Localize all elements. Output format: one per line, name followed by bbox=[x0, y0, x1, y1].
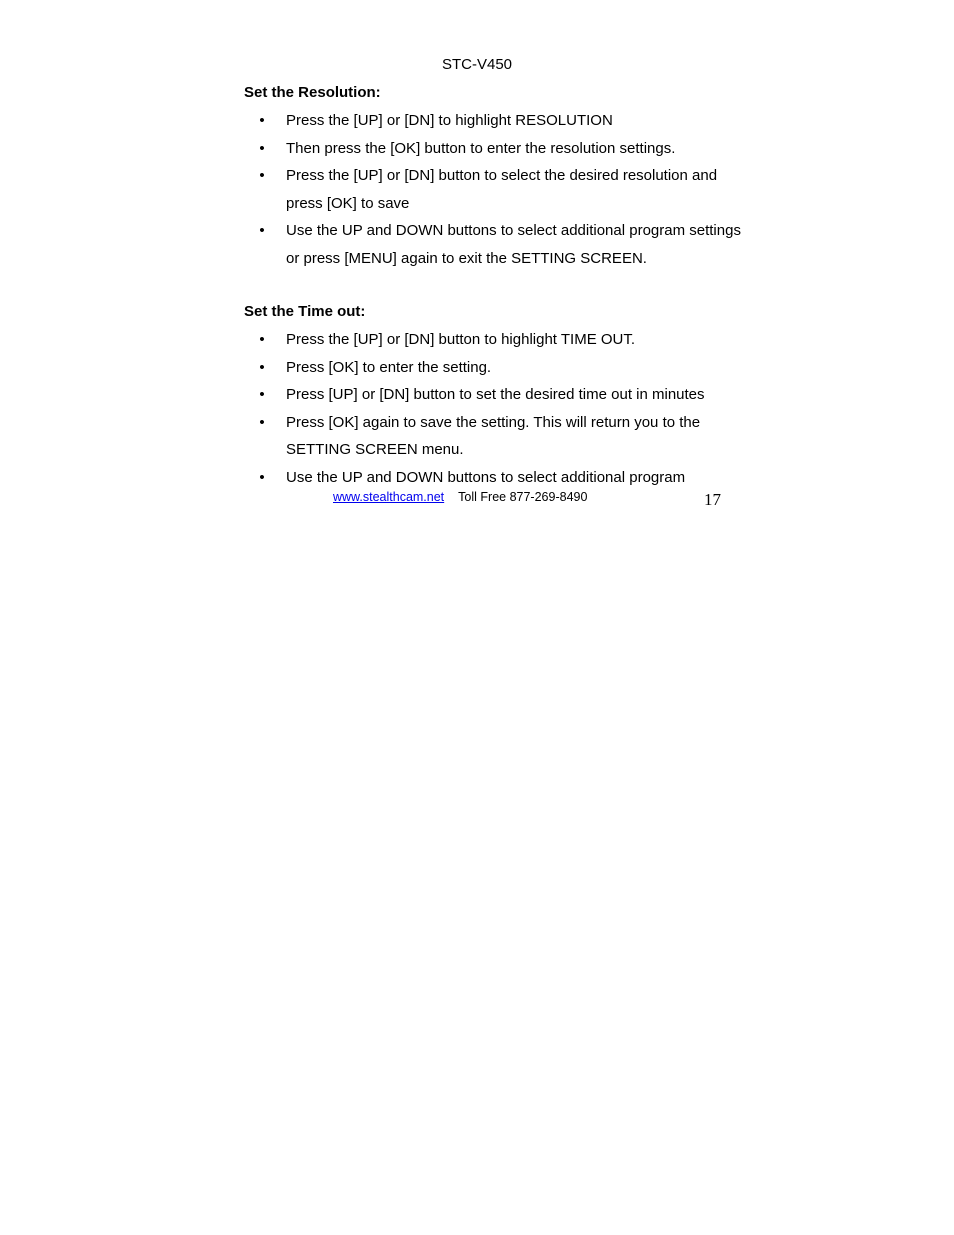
list-item: • Press [OK] to enter the setting. bbox=[244, 354, 744, 382]
page-footer bbox=[333, 490, 587, 505]
bullet-icon: • bbox=[259, 112, 265, 129]
section-title-resolution: Set the Resolution: bbox=[244, 84, 381, 101]
list-item: • Press the [UP] or [DN] button to select the desired resolution and press [OK] to save bbox=[244, 162, 744, 217]
bullet-icon: • bbox=[259, 358, 265, 376]
website-link[interactable]: www.stealthcam.net bbox=[333, 490, 445, 504]
bullet-icon: • bbox=[259, 222, 265, 239]
bullet-icon: • bbox=[259, 139, 265, 157]
resolution-steps-list bbox=[244, 107, 744, 272]
list-item: • Use the UP and DOWN buttons to select additional program settings or press [MENU] again to exit the SETTING SCREEN. bbox=[244, 217, 744, 272]
document-header: STC-V450 bbox=[441, 56, 513, 73]
list-item: • Use the UP and DOWN buttons to select additional program bbox=[244, 464, 744, 492]
bullet-icon: • bbox=[259, 386, 265, 403]
bullet-icon: • bbox=[259, 468, 265, 486]
list-item: • Press [UP] or [DN] button to set the desired time out in minutes bbox=[244, 381, 744, 409]
bullet-icon: • bbox=[259, 167, 265, 184]
page-number: 17 bbox=[704, 490, 721, 509]
list-item: • Press the [UP] or [DN] to highlight RESOLUTION bbox=[244, 107, 744, 135]
list-item: • Press [OK] again to save the setting. This will return you to the SETTING SCREEN menu. bbox=[244, 409, 744, 464]
list-item: • Then press the [OK] button to enter the resolution settings. bbox=[244, 135, 744, 163]
bullet-icon: • bbox=[259, 413, 265, 431]
bullet-icon: • bbox=[259, 331, 265, 348]
toll-free-number: Toll Free 877-269-8490 bbox=[458, 490, 588, 504]
time-out-steps-list bbox=[244, 326, 744, 491]
list-item: • Press the [UP] or [DN] button to highlight TIME OUT. bbox=[244, 326, 744, 354]
section-title-time-out: Set the Time out: bbox=[244, 303, 366, 320]
